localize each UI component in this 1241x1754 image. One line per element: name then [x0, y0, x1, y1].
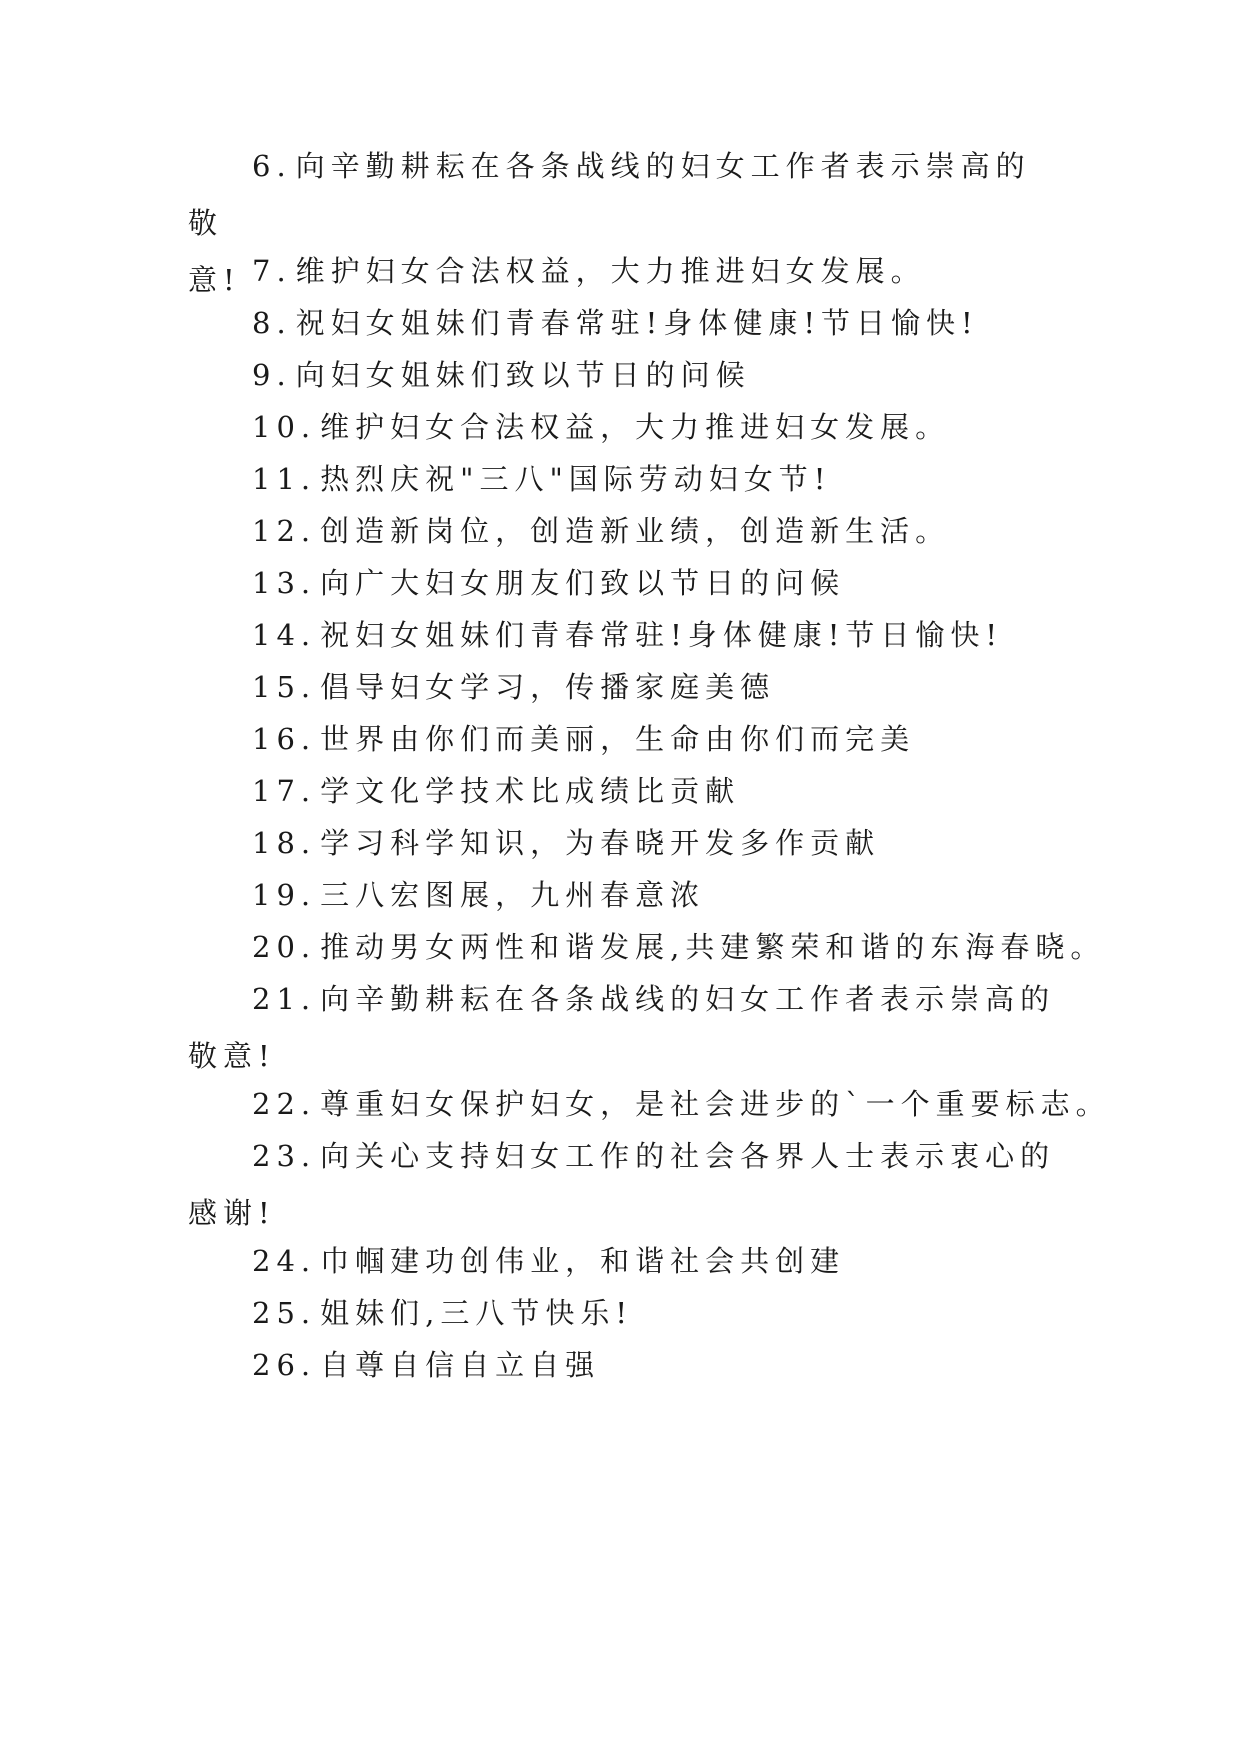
item-text: 巾帼建功创伟业，和谐社会共创建	[320, 1244, 846, 1278]
list-item	[188, 347, 1058, 404]
item-number: 16.	[252, 722, 317, 756]
item-text: 向妇女姐妹们致以节日的问候	[295, 358, 751, 392]
list-item	[188, 971, 1058, 1085]
item-text: 推动男女两性和谐发展,共建繁荣和谐的东海春晓。	[320, 930, 1106, 964]
list-item	[188, 711, 1058, 768]
item-continuation: 感谢!	[188, 1196, 276, 1230]
list-item	[188, 659, 1058, 716]
item-text: 维护妇女合法权益，大力推进妇女发展。	[320, 410, 951, 444]
item-number: 26.	[252, 1348, 317, 1382]
item-number: 10.	[252, 410, 317, 444]
item-number: 17.	[252, 774, 317, 808]
list-item	[188, 451, 1058, 508]
list-item	[188, 1076, 1111, 1133]
item-text: 祝妇女姐妹们青春常驻!身体健康!节日愉快!	[320, 618, 1004, 652]
item-text: 倡导妇女学习，传播家庭美德	[320, 670, 776, 704]
item-number: 22.	[252, 1087, 317, 1121]
list-item	[188, 1337, 1058, 1394]
list-item	[188, 1233, 1058, 1290]
list-item	[188, 399, 1058, 456]
list-item	[188, 1128, 1058, 1242]
item-text: 三八宏图展，九州春意浓	[320, 878, 706, 912]
item-text: 自尊自信自立自强	[320, 1348, 601, 1382]
item-text: 向辛勤耕耘在各条战线的妇女工作者表示崇高的	[320, 982, 1056, 1016]
item-number: 25.	[252, 1296, 317, 1330]
item-number: 6.	[252, 149, 292, 183]
list-item	[188, 243, 1058, 300]
item-text: 尊重妇女保护妇女，是社会进步的`一个重要标志。	[320, 1087, 1111, 1121]
list-item	[188, 763, 1058, 820]
item-number: 21.	[252, 982, 317, 1016]
item-text: 向关心支持妇女工作的社会各界人士表示衷心的	[320, 1139, 1056, 1173]
item-text: 世界由你们而美丽，生命由你们而完美	[320, 722, 916, 756]
item-text: 学文化学技术比成绩比贡献	[320, 774, 741, 808]
item-number: 15.	[252, 670, 317, 704]
list-item	[188, 555, 1058, 612]
item-text: 维护妇女合法权益，大力推进妇女发展。	[295, 254, 926, 288]
list-item	[188, 815, 1058, 872]
item-number: 12.	[252, 514, 317, 548]
item-number: 18.	[252, 826, 317, 860]
list-item	[188, 867, 1058, 924]
item-text: 姐妹们,三八节快乐!	[320, 1296, 633, 1330]
item-number: 20.	[252, 930, 317, 964]
list-item	[188, 919, 1106, 976]
item-text: 祝妇女姐妹们青春常驻!身体健康!节日愉快!	[295, 306, 979, 340]
list-item	[188, 503, 1058, 560]
item-text: 向辛勤耕耘在各条战线的妇女工作者表示崇高的敬	[188, 149, 1031, 240]
item-number: 8.	[252, 306, 292, 340]
item-continuation: 意!	[188, 263, 241, 297]
item-number: 11.	[252, 462, 317, 496]
list-item	[188, 1285, 1058, 1342]
item-number: 19.	[252, 878, 317, 912]
item-number: 24.	[252, 1244, 317, 1278]
item-text: 向广大妇女朋友们致以节日的问候	[320, 566, 846, 600]
list-item	[188, 607, 1058, 664]
item-continuation: 敬意!	[188, 1039, 276, 1073]
item-number: 9.	[252, 358, 292, 392]
item-number: 7.	[252, 254, 292, 288]
item-text: 学习科学知识，为春晓开发多作贡献	[320, 826, 881, 860]
item-text: 创造新岗位，创造新业绩，创造新生活。	[320, 514, 951, 548]
item-number: 13.	[252, 566, 317, 600]
list-item	[188, 295, 1058, 352]
item-text: 热烈庆祝"三八"国际劳动妇女节!	[320, 462, 832, 496]
item-number: 14.	[252, 618, 317, 652]
item-number: 23.	[252, 1139, 317, 1173]
